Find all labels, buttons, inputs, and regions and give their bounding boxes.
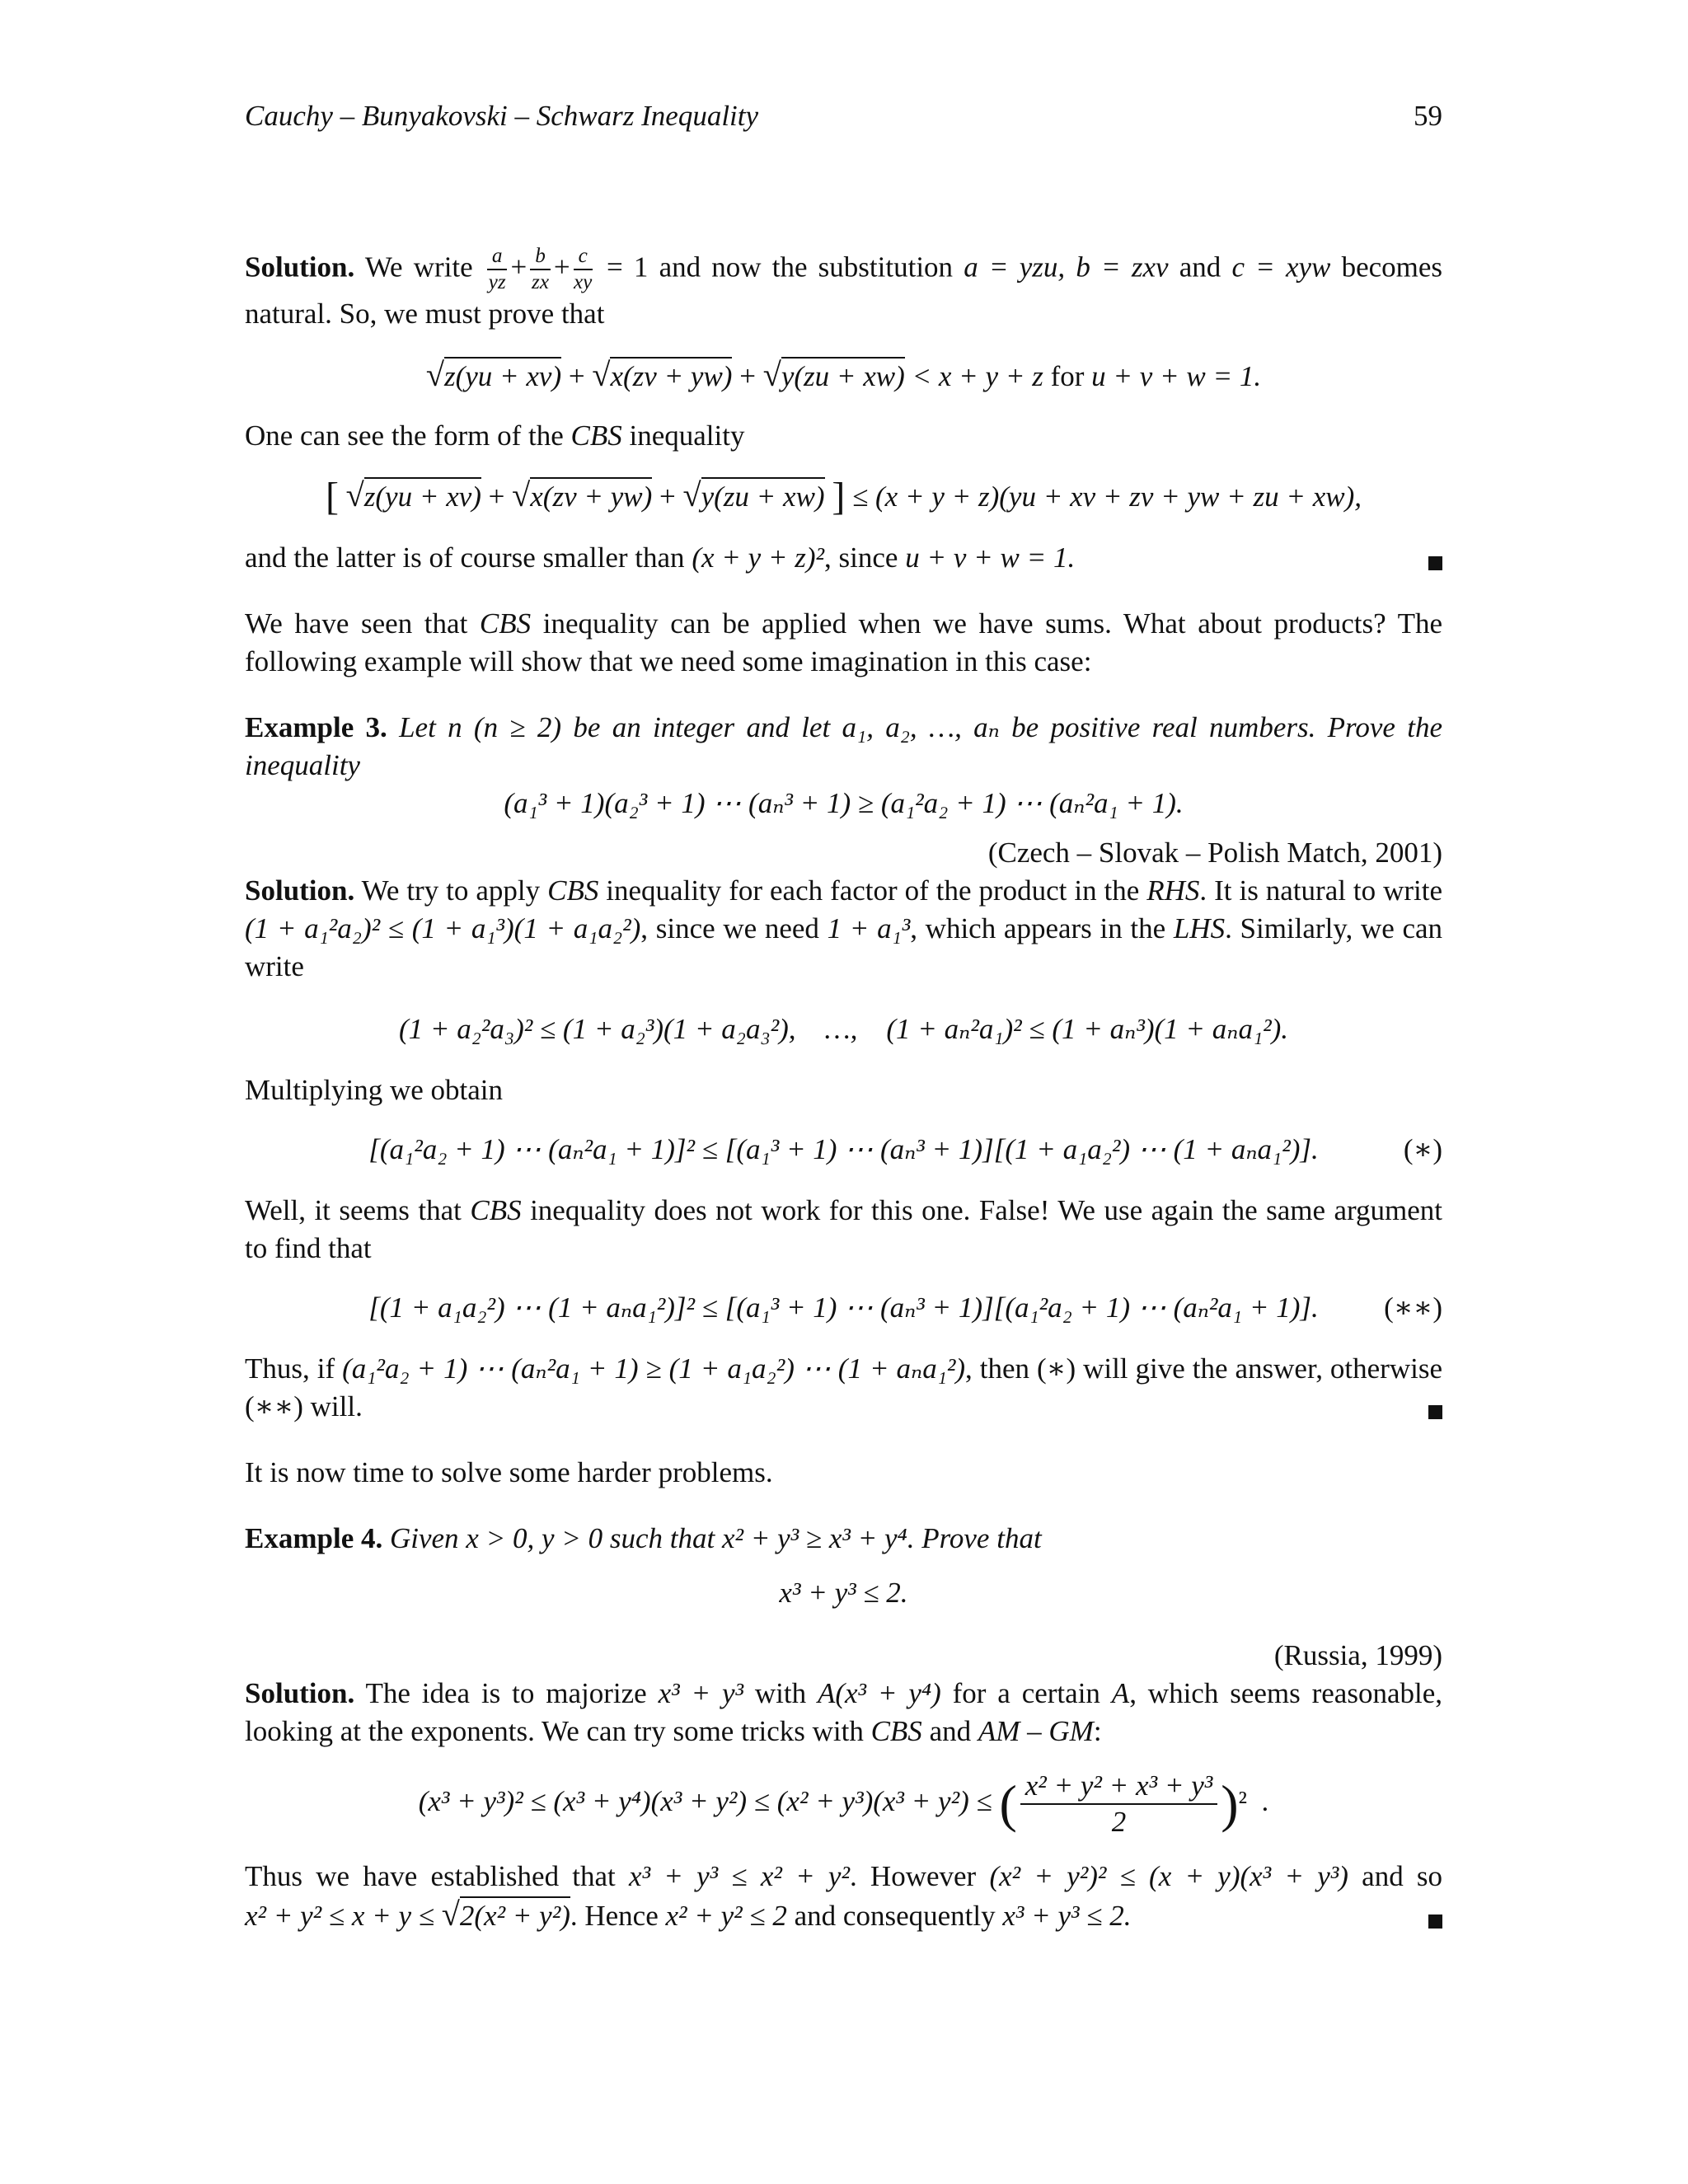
cbs-term: CBS [479, 607, 532, 640]
frac-den: xy [573, 271, 593, 294]
math: A(x³ + y⁴) [817, 1677, 941, 1710]
example-statement: Let n (n ≥ 2) be an integer and let a₁, a₂, …, aₙ be positive real numbers. Prove the inequality [245, 711, 1442, 782]
sqrt: √z(yu + xv) [425, 356, 562, 394]
text: for a certain [952, 1677, 1100, 1710]
text: We try to apply [361, 874, 541, 907]
amgm-term: AM – GM [978, 1715, 1094, 1748]
qed-square-icon [1428, 1405, 1442, 1419]
text: inequality for each factor of the product in the [606, 874, 1140, 907]
equation-tag: (∗∗) [1384, 1291, 1442, 1324]
display-equation [245, 785, 1442, 823]
paragraph: It is now time to solve some harder problems. [245, 1456, 773, 1489]
cbs-term: CBS [870, 1715, 922, 1748]
qed-square-icon [1428, 1915, 1442, 1929]
math: (x² + y²)² ≤ (x + y)(x³ + y³) [989, 1860, 1348, 1893]
math: [(a₁²a₂ + 1) ⋯ (aₙ²a₁ + 1)]² ≤ [(a₁³ + 1) ⋯ (aₙ³ + 1)][(1 + a₁a₂²) ⋯ (1 + aₙa₁²)]. [368, 1133, 1319, 1166]
frac-den: zx [532, 271, 549, 294]
sqrt: √2(x² + y²) [441, 1896, 570, 1933]
text: One can see the form of the [245, 419, 564, 452]
frac-num: x² + y² + x³ + y³ [1020, 1769, 1217, 1805]
text: , since [824, 541, 898, 574]
text: Thus we have established that [245, 1860, 616, 1893]
text: inequality does not work for this one. False! We use again the same argument to find that [245, 1194, 1443, 1265]
problem-source: (Czech – Slovak – Polish Match, 2001) [987, 837, 1442, 869]
math: A [1111, 1677, 1130, 1710]
text: . It is natural to write [1199, 874, 1443, 907]
display-equation: (x³ + y³)² ≤ (x³ + y⁴)(x³ + y²) ≤ (x² + y³)(x³ + y²) ≤ ( $\frac{\text{x² + y² + x³ + y³}}{2}$ )² . [418, 1769, 1269, 1839]
text: , then (∗) will give the answer, otherwise (∗∗) will. [245, 1352, 1442, 1423]
text: and the latter is of course smaller than [245, 541, 685, 574]
page [245, 97, 1442, 1935]
frac-den: 2 [1111, 1806, 1127, 1839]
example-label: Example 3. [245, 711, 387, 744]
math: x³ + y³ [658, 1677, 743, 1710]
text: The idea is to majorize [365, 1677, 647, 1710]
example-label: Example 4. [245, 1522, 383, 1555]
math: c = xyw [1231, 251, 1331, 284]
rhs-term: RHS [1146, 874, 1200, 907]
text: . Similarly, we can write [245, 912, 1443, 983]
math: ² . [1238, 1785, 1269, 1818]
display-equation: √z(yu + xv) + √x(zv + yw) + √y(zu + xw) < x + y + z for u + v + w = 1. [425, 356, 1262, 394]
text: for [1050, 360, 1085, 393]
lhs-term: LHS [1173, 912, 1226, 945]
text: with [754, 1677, 807, 1710]
math: ≤ (x + y + z)(yu + xv + zv + yw + zu + xw), [852, 480, 1362, 513]
math: (1 + a₂²a₃)² ≤ (1 + a₂³)(1 + a₂a₃²), …, (1 + aₙ²a₁)² ≤ (1 + aₙ³)(1 + aₙa₁²). [398, 1013, 1289, 1046]
math: u + v + w = 1. [905, 541, 1076, 574]
frac-num: b [530, 244, 551, 270]
qed-square-icon [1428, 556, 1442, 570]
math: (x³ + y³)² ≤ (x³ + y⁴)(x³ + y²) ≤ (x² + y³)(x³ + y²) ≤ [418, 1785, 992, 1818]
solution-block [245, 244, 1442, 577]
display-equation [245, 1131, 1442, 1169]
example-3 [245, 709, 1442, 785]
text: , which seems reasonable, looking at the exponents. We can try some tricks with [245, 1677, 1443, 1748]
math: u + v + w = 1. [1091, 360, 1262, 393]
fraction [574, 244, 593, 295]
sqrt: √z(yu + xv) [345, 476, 481, 514]
radicand: z(yu + xv) [444, 357, 561, 392]
frac-den: yz [488, 271, 506, 294]
text: , which appears in the [910, 912, 1166, 945]
text: and [1179, 251, 1221, 284]
math: x² + y² ≤ x + y ≤ [245, 1900, 435, 1933]
display-equation [245, 1289, 1442, 1327]
cbs-term: CBS [470, 1194, 522, 1227]
solution-label: Solution. [245, 874, 355, 907]
text: becomes natural. So, we must prove that [245, 251, 1443, 330]
solution-paragraph [245, 872, 1442, 986]
fraction [530, 244, 551, 295]
math: x³ + y³ ≤ 2. [1002, 1900, 1132, 1933]
example-statement: Given x > 0, y > 0 such that x² + y³ ≥ x³ + y⁴. Prove that [389, 1522, 1042, 1555]
problem-source: (Russia, 1999) [1273, 1639, 1442, 1672]
paragraph [245, 417, 1442, 455]
solution-paragraph [245, 1675, 1442, 1750]
paragraph [245, 1350, 1442, 1426]
text: We write [364, 251, 473, 284]
radicand: x(zv + yw) [610, 357, 732, 392]
sqrt: √x(zv + yw) [592, 356, 733, 394]
math: x³ + y³ ≤ x² + y² [629, 1860, 850, 1893]
page-number: 59 [1414, 100, 1442, 132]
math: (1 + a₁²a₂)² ≤ (1 + a₁³)(1 + a₁a₂²) [245, 912, 641, 945]
radicand: y(zu + xw) [701, 477, 825, 513]
math: 1 + a₁³ [827, 912, 911, 945]
sqrt: √x(zv + yw) [512, 476, 653, 514]
radicand: x(zv + yw) [530, 477, 652, 513]
math: (a₁²a₂ + 1) ⋯ (aₙ²a₁ + 1) ≥ (1 + a₁a₂²) ⋯ (1 + aₙa₁²) [342, 1352, 966, 1385]
text: inequality [629, 419, 745, 452]
example-4 [245, 1520, 1442, 1558]
text: . Hence [570, 1900, 659, 1933]
math: a = yzu, b = zxv [964, 251, 1169, 284]
page-header [245, 97, 1442, 147]
math: [(1 + a₁a₂²) ⋯ (1 + aₙa₁²)]² ≤ [(a₁³ + 1) ⋯ (aₙ³ + 1)][(a₁²a₂ + 1) ⋯ (aₙ²a₁ + 1)]. [368, 1291, 1319, 1324]
display-equation [245, 1574, 1442, 1612]
running-title: Cauchy – Bunyakovski – Schwarz Inequality [245, 100, 759, 132]
math: = 1 [606, 251, 649, 284]
cbs-term: CBS [570, 419, 622, 452]
radicand: z(yu + xv) [364, 477, 481, 513]
paragraph [245, 539, 1442, 577]
text: . However [849, 1860, 977, 1893]
paragraph [245, 605, 1442, 681]
display-equation [245, 1010, 1442, 1048]
display-equation: [ √z(yu + xv) + √x(zv + yw) + √y(zu + xw) ] ≤ (x + y + z)(yu + xv + zv + yw + zu + xw), [325, 475, 1362, 519]
radicand: y(zu + xw) [781, 357, 905, 392]
solution-label: Solution. [245, 1677, 355, 1710]
text: Thus, if [245, 1352, 335, 1385]
radicand: 2(x² + y²) [460, 1896, 570, 1932]
text: We have seen that [245, 607, 468, 640]
paragraph [245, 1192, 1442, 1268]
paragraph [245, 1858, 1442, 1935]
solution-label: Solution. [245, 251, 355, 284]
cbs-term: CBS [547, 874, 599, 907]
math: x³ + y³ ≤ 2. [779, 1577, 908, 1610]
text: and so [1362, 1860, 1443, 1893]
text: and now the substitution [659, 251, 954, 284]
math: (x + y + z)² [692, 541, 825, 574]
math: < x + y + z [912, 360, 1043, 393]
text: : [1093, 1715, 1102, 1748]
text: Well, it seems that [245, 1194, 462, 1227]
paragraph: Multiplying we obtain [245, 1074, 504, 1107]
sqrt: √y(zu + xw) [682, 476, 825, 514]
solution-paragraph: Solution. We write $\frac{a}{yz}$ + $\frac{b}{zx}$ + $\frac{c}{xy}$ = 1 and now the substitution a = yzu, b = zxv and c = xyw becomes natural. So, we must prove that [245, 245, 1443, 330]
fraction [487, 244, 508, 295]
frac-num: a [487, 244, 508, 270]
text: and [929, 1715, 972, 1748]
sqrt: √y(zu + xw) [762, 356, 905, 394]
equation-tag: (∗) [1403, 1133, 1442, 1166]
text: inequality can be applied when we have sums. What about products? The following example will show that we need some imagination in this case: [245, 607, 1443, 678]
text: , since we need [640, 912, 819, 945]
math: (a₁³ + 1)(a₂³ + 1) ⋯ (aₙ³ + 1) ≥ (a₁²a₂ + 1) ⋯ (aₙ²a₁ + 1). [504, 787, 1184, 820]
fraction [1020, 1769, 1217, 1840]
math: x² + y² ≤ 2 [665, 1900, 787, 1933]
frac-num: c [574, 244, 593, 270]
text: and consequently [794, 1900, 996, 1933]
